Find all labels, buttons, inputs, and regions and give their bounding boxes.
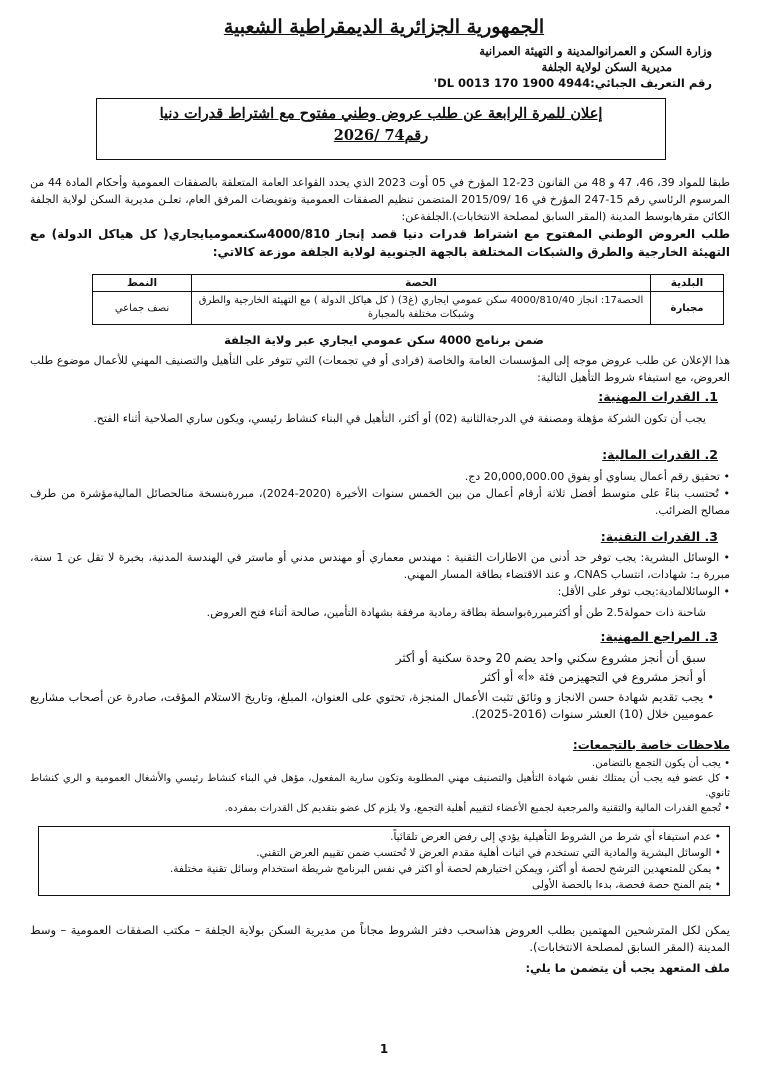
lots-table [92,274,724,325]
intro-object: طلب العروض الوطني المفتوح مع اشتراط قدرات دنيا قصد إنجاز 4000/810سكنعموميايجاري( كل هياكل الدولة) مع التهيئة الخارجية والطرق والشبكات المختلفة بالجهة الجنوبية لولاية الجلفة موزعة كالاتي: [30,227,730,259]
section-title-text: 3. المراجع المهنية: [600,629,718,644]
table-header-row [93,275,724,292]
list-item: • يجب أن يكون التجمع بالتضامن. [30,756,730,771]
notes-title-text: ملاحظات خاصة بالتجمعات: [572,738,730,752]
closing-file-line: ملف المتعهد يجب أن يتضمن ما يلي: [525,961,730,975]
section-professional-title [598,389,718,404]
list-item: • يجب تقديم شهادة حسن الانجاز و وثائق تثبت الأعمال المنجزة، تحتوي على العنوان، المبلغ، وتاريخ الاستلام المؤقت، صادرة عن أصحاب مشاريع عموميين خلال (10) العشر سنوات (2016-2025). [30,689,714,723]
list-item: • تحقيق رقم أعمال يساوي أو يفوق 20,000,000.00 دج. [30,468,730,485]
list-item: • تُحتسب بناءً على متوسط أفضل ثلاثة أرقام أعمال من بين الخمس سنوات الأخيرة (2020-2024)، مبررةبنسخة منالحصائل الماليةمؤشرة من طرف مصالح الضرائب. [30,485,730,519]
page-number: 1 [379,1042,389,1056]
references-line-1: سبق أن أنجز مشروع سكني واحد يضم 20 وحدة سكنية أو أكثر [395,651,706,665]
announcement-title: إعلان للمرة الرابعة عن طلب عروض وطني مفتوح مع اشتراط قدرات دنيا [159,105,603,122]
program-line: ضمن برنامج 4000 سكن عمومي ايجاري عبر ولاية الجلفة [224,333,544,347]
conditions-list [47,829,721,893]
ministry-line: وزارة السكن و العمرانوالمدينة و التهيئة العمرانية [479,44,712,58]
list-item: • كل عضو فيه يجب أن يمتلك نفس شهادة التأهيل والتصنيف مهني المطلوبة وتكون سارية المفعول، مؤهل في البناء كنشاط رئيسي والأشغال العمومية و الري كنشاط ثانوي. [30,771,730,801]
section-technical-title [601,529,718,544]
list-item: • الوسائل البشرية: يجب توفر حد أدنى من الاطارات التقنية : مهندس معماري أو مهندس مدني أو ماستر في الهندسة المدنية، بخبرة لا تقل عن 1 سنة، مبررة بـ: شهادات، انتساب CNAS، و عند الاقتضاء بطاقة المسار المهني. [30,549,730,583]
tax-id: رقم التعريف الجبائي:DL 0013 170 1900 4944' [433,76,712,90]
notes-list [30,756,730,816]
republic-title: الجمهورية الجزائرية الديمقراطية الشعبية [223,16,545,38]
financial-list [30,468,730,519]
references-list [30,689,714,723]
section-title-text: 1. القدرات المهنية: [598,389,718,404]
closing-paragraph: يمكن لكل المترشحين المهتمين بطلب العروض هذاسحب دفتر الشروط مجاناً من مديرية السكن بولاية الجلفة – مكتب الصفقات العمومية – وسط المدينة (المقر السابق لمصلحة الانتخابات). [30,923,730,954]
section-professional-text: يجب أن تكون الشركة مؤهلة ومصنفة في الدرجةالثانية (02) أو أكثر، التأهيل في البناء كنشاط رئيسي، ويكون ساري الصلاحية أثناء الفتح. [93,412,706,425]
intro-paragraph: طبقا للمواد 39، 46، 47 و 48 من القانون 23-12 المؤرخ في 05 أوت 2023 الذي يحدد القواعد العامة المتعلقة بالصفقات العمومية وأحكام المادة 44 من المرسوم الرئاسي رقم 15-247 المؤرخ في 16 /2015/09 المتضمن تنظيم الصفقات العمومية وتفويضات المرفق العام، تعلـن مديرية السكن لولاية الجلفة الكائن مقرهابوسط المدينة (المقر السابق لمصلحة الانتخابات).الجلفةعن: [30,176,731,223]
col-type: النمط [93,275,192,292]
references-line-2: أو أنجز مشروع في التجهيزمن فئة «أ» أو أكثر [480,670,706,684]
list-item: • يتم المنح حصة فحصة، بدءا بالحصة الأولى [47,877,721,893]
list-item: • عدم استيفاء أي شرط من الشروط التأهيلية يؤدي إلى رفض العرض تلقائياً. [47,829,721,845]
announcement-number: رقم74 /2026 [333,127,429,144]
section-title-text: 2. القدرات المالية: [602,447,718,462]
table-row [93,292,724,325]
list-item: • يمكن للمتعهدين الترشح لحصة أو أكثر، ويمكن اختيارهم لحصة أو اكثر في نفس البرنامج شريطة استخدام وسائل تقنية مختلفة. [47,861,721,877]
cell-lot: الحصة17: انجاز 4000/810/40 سكن عمومي ايجاري (غ3) ( كل هياكل الدولة ) مع التهيئة الخارجية والطرق وشبكات مختلفة بالمجبارة [192,292,651,325]
col-lot: الحصة [192,275,651,292]
announcement-box [96,98,666,160]
directorate-line: مديرية السكن لولاية الجلفة [541,60,672,74]
list-item: • الوسائلالمادية:يجب توفر على الأقل: [30,583,730,600]
notes-title [573,738,730,752]
list-item: • الوسائل البشرية والمادية التي تستخدم في اثبات أهلية مقدم العرض لا تُحتسب ضمن تقييم العرض التقني. [47,845,721,861]
conditions-frame [38,826,730,896]
section-financial-title [602,447,718,462]
cell-commune: مجبارة [651,292,724,325]
section-references-title [600,629,718,644]
cell-type: نصف جماعي [93,292,192,325]
col-commune: البلدية [651,275,724,292]
technical-material-text: شاحنة ذات حمولة2.5 طن أو أكثرمبررةبواسطة بطاقة رمادية مرفقة بشهادة التأمين، صالحة أثناء فتح العروض. [206,606,706,619]
list-item: • تُجمع القدرات المالية والتقنية والمرجعية لجميع الأعضاء لتقييم أهلية التجمع، ولا يلزم كل عضو بتقديم كل القدرات بمفرده. [30,801,730,816]
section-title-text: 3. القدرات التقنية: [600,529,718,544]
technical-list [30,549,730,600]
eligibility-intro: هذا الإعلان عن طلب عروض موجه إلى المؤسسات العامة والخاصة (فرادى أو في تجمعات) التي تتوفر على التأهيل والتصنيف المهني للأعمال موضوع طلب العروض، مع استيفاء شروط التأهيل التالية: [30,354,730,384]
